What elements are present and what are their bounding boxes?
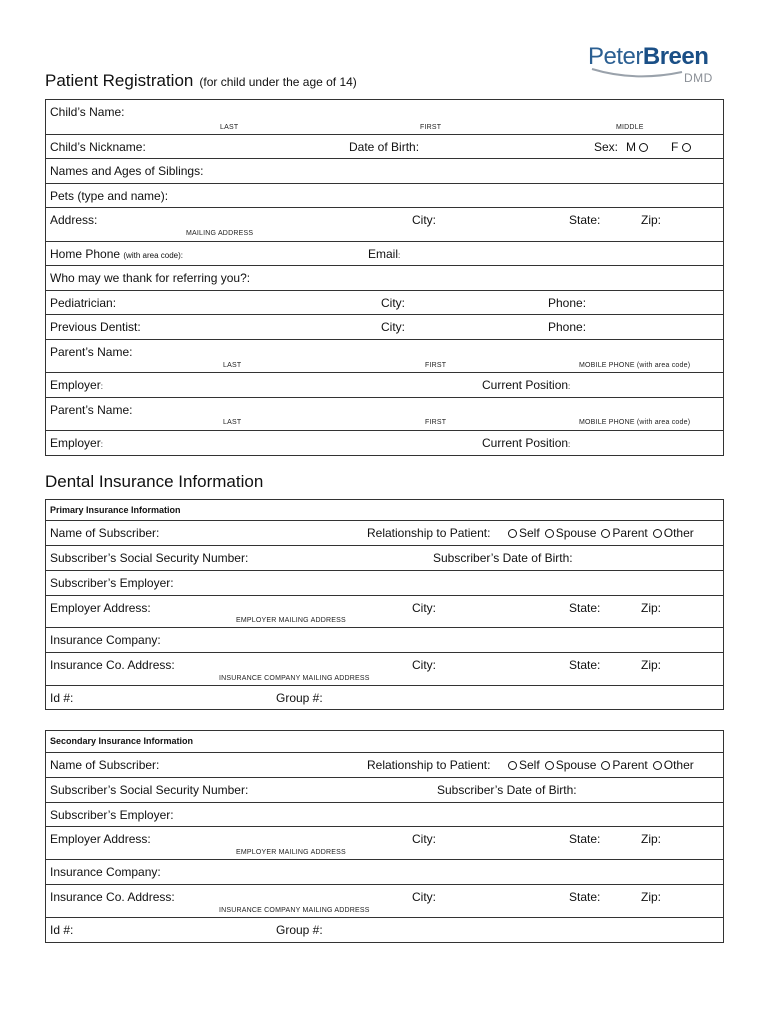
secondary-employer-label: Subscriber’s Employer: [50,808,174,822]
secondary-insurance-address-label: Insurance Co. Address: [50,890,175,904]
home-phone-label: Home Phone (with area code): [50,247,183,261]
secondary-employer-state-label: State: [569,832,601,846]
primary-header-row [46,500,723,521]
logo-dmd: DMD [684,71,713,85]
address-label: Address: [50,213,98,227]
secondary-id-label: Id #: [50,923,74,937]
secondary-insurance-city-label: City: [412,890,436,904]
secondary-employer-city-label: City: [412,832,436,846]
middle-caption: MIDDLE [616,124,644,131]
employer-label-2: Employer: [50,436,103,450]
secondary-relationship-label: Relationship to Patient: [367,758,491,772]
sex-m-option[interactable] [626,140,650,154]
secondary-relationship-options[interactable]: Self Spouse Parent Other [508,758,694,772]
primary-insurance-state-label: State: [569,658,601,672]
siblings-label: Names and Ages of Siblings: [50,164,204,178]
row-pediatrician[interactable] [46,291,723,315]
secondary-employer-address-label: Employer Address: [50,832,151,846]
secondary-insurance-form [45,730,724,943]
practice-logo [588,44,723,86]
pediatrician-phone-label: Phone: [548,296,587,310]
primary-employer-state-label: State: [569,601,601,615]
primary-insurance-header: Primary Insurance Information [50,505,181,515]
primary-insurance-address-label: Insurance Co. Address: [50,658,175,672]
primary-id-label: Id #: [50,691,74,705]
row-address[interactable] [46,208,723,242]
primary-row-id[interactable] [46,686,723,709]
parent-last-caption-2: LAST [223,419,242,426]
secondary-insurance-company-label: Insurance Company: [50,865,161,879]
secondary-row-id[interactable] [46,918,723,942]
row-siblings[interactable] [46,159,723,184]
row-childs-name[interactable] [46,100,723,135]
row-previous-dentist[interactable] [46,315,723,340]
primary-spouse-radio[interactable] [545,529,554,538]
secondary-header-row [46,731,723,753]
row-nickname[interactable] [46,135,723,159]
page-subtitle: (for child under the age of 14) [199,75,357,89]
form-title [45,71,357,91]
primary-row-insurance-company[interactable] [46,628,723,653]
secondary-insurance-header: Secondary Insurance Information [50,736,194,746]
primary-employer-label: Subscriber’s Employer: [50,576,174,590]
logo-first-name: Peter [588,43,643,70]
primary-employer-address-label: Employer Address: [50,601,151,615]
primary-parent-radio[interactable] [601,529,610,538]
primary-ssn-label: Subscriber’s Social Security Number: [50,551,249,565]
sex-label: Sex: [594,140,619,154]
dob-label: Date of Birth: [349,140,420,154]
primary-insurance-form [45,499,724,710]
primary-subscriber-label: Name of Subscriber: [50,526,160,540]
insurance-section-title: Dental Insurance Information [45,472,264,491]
page-title: Patient Registration [45,71,194,90]
secondary-row-insurance-address[interactable] [46,885,723,918]
area-code-note: (with area code): [123,251,183,260]
email-label: Email: [368,247,401,261]
childs-name-label: Child’s Name: [50,105,125,119]
secondary-insurance-zip-label: Zip: [641,890,662,904]
row-parent-name-1[interactable] [46,340,723,373]
employer-label-1: Employer: [50,378,103,392]
pediatrician-city-label: City: [381,296,405,310]
referral-label: Who may we thank for referring you?: [50,271,251,285]
current-position-label-1: Current Position: [482,378,571,392]
parent-mobile-caption-1: MOBILE PHONE (with area code) [579,362,691,369]
primary-other-radio[interactable] [653,529,662,538]
primary-insurance-zip-label: Zip: [641,658,662,672]
primary-self-radio[interactable] [508,529,517,538]
secondary-parent-radio[interactable] [601,761,610,770]
secondary-row-ssn[interactable] [46,778,723,803]
secondary-employer-zip-label: Zip: [641,832,662,846]
last-caption: LAST [220,124,239,131]
secondary-subscriber-dob-label: Subscriber’s Date of Birth: [437,783,577,797]
parent-first-caption-2: FIRST [425,419,447,426]
primary-row-employer-address[interactable] [46,596,723,628]
zip-label: Zip: [641,213,662,227]
logo-swoosh-icon [590,66,685,80]
pets-label: Pets (type and name): [50,189,169,203]
row-employer-2[interactable] [46,431,723,455]
sex-m-label: M [626,140,636,154]
primary-row-subscriber[interactable] [46,521,723,546]
row-referral[interactable] [46,266,723,291]
dentist-phone-label: Phone: [548,320,587,334]
current-position-label-2: Current Position: [482,436,571,450]
primary-employer-mailing-caption: EMPLOYER MAILING ADDRESS [236,617,346,624]
parent-name-label-2: Parent’s Name: [50,403,133,417]
secondary-subscriber-label: Name of Subscriber: [50,758,160,772]
parent-last-caption-1: LAST [223,362,242,369]
primary-relationship-options[interactable]: Self Spouse Parent Other [508,526,694,540]
sex-f-option[interactable] [671,140,693,154]
patient-registration-form [45,99,724,456]
secondary-spouse-radio[interactable] [545,761,554,770]
primary-employer-zip-label: Zip: [641,601,662,615]
nickname-label: Child’s Nickname: [50,140,146,154]
logo-last-name: Breen [642,43,709,70]
primary-relationship-label: Relationship to Patient: [367,526,491,540]
row-employer-1[interactable] [46,373,723,398]
secondary-insurance-mailing-caption: INSURANCE COMPANY MAILING ADDRESS [219,907,370,914]
parent-first-caption-1: FIRST [425,362,447,369]
secondary-row-employer-address[interactable] [46,827,723,860]
parent-mobile-caption-2: MOBILE PHONE (with area code) [579,419,691,426]
sex-m-radio[interactable] [639,143,648,152]
secondary-row-employer[interactable] [46,803,723,827]
secondary-group-label: Group #: [276,923,323,937]
primary-insurance-city-label: City: [412,658,436,672]
mailing-address-caption: MAILING ADDRESS [186,230,254,237]
secondary-row-subscriber[interactable] [46,753,723,778]
first-caption: FIRST [420,124,442,131]
primary-row-employer[interactable] [46,571,723,596]
secondary-ssn-label: Subscriber’s Social Security Number: [50,783,249,797]
pediatrician-label: Pediatrician: [50,296,117,310]
sex-f-label: F [671,140,679,154]
row-parent-name-2[interactable] [46,398,723,431]
secondary-insurance-state-label: State: [569,890,601,904]
primary-row-ssn[interactable] [46,546,723,571]
previous-dentist-label: Previous Dentist: [50,320,141,334]
secondary-row-insurance-company[interactable] [46,860,723,885]
sex-f-radio[interactable] [682,143,691,152]
row-home-phone[interactable] [46,242,723,266]
parent-name-label-1: Parent’s Name: [50,345,133,359]
dentist-city-label: City: [381,320,405,334]
primary-row-insurance-address[interactable] [46,653,723,686]
primary-insurance-mailing-caption: INSURANCE COMPANY MAILING ADDRESS [219,675,370,682]
secondary-other-radio[interactable] [653,761,662,770]
city-label: City: [412,213,436,227]
secondary-employer-mailing-caption: EMPLOYER MAILING ADDRESS [236,849,346,856]
primary-group-label: Group #: [276,691,323,705]
primary-insurance-company-label: Insurance Company: [50,633,161,647]
primary-employer-city-label: City: [412,601,436,615]
secondary-self-radio[interactable] [508,761,517,770]
primary-subscriber-dob-label: Subscriber’s Date of Birth: [433,551,573,565]
state-label: State: [569,213,601,227]
row-pets[interactable] [46,184,723,208]
